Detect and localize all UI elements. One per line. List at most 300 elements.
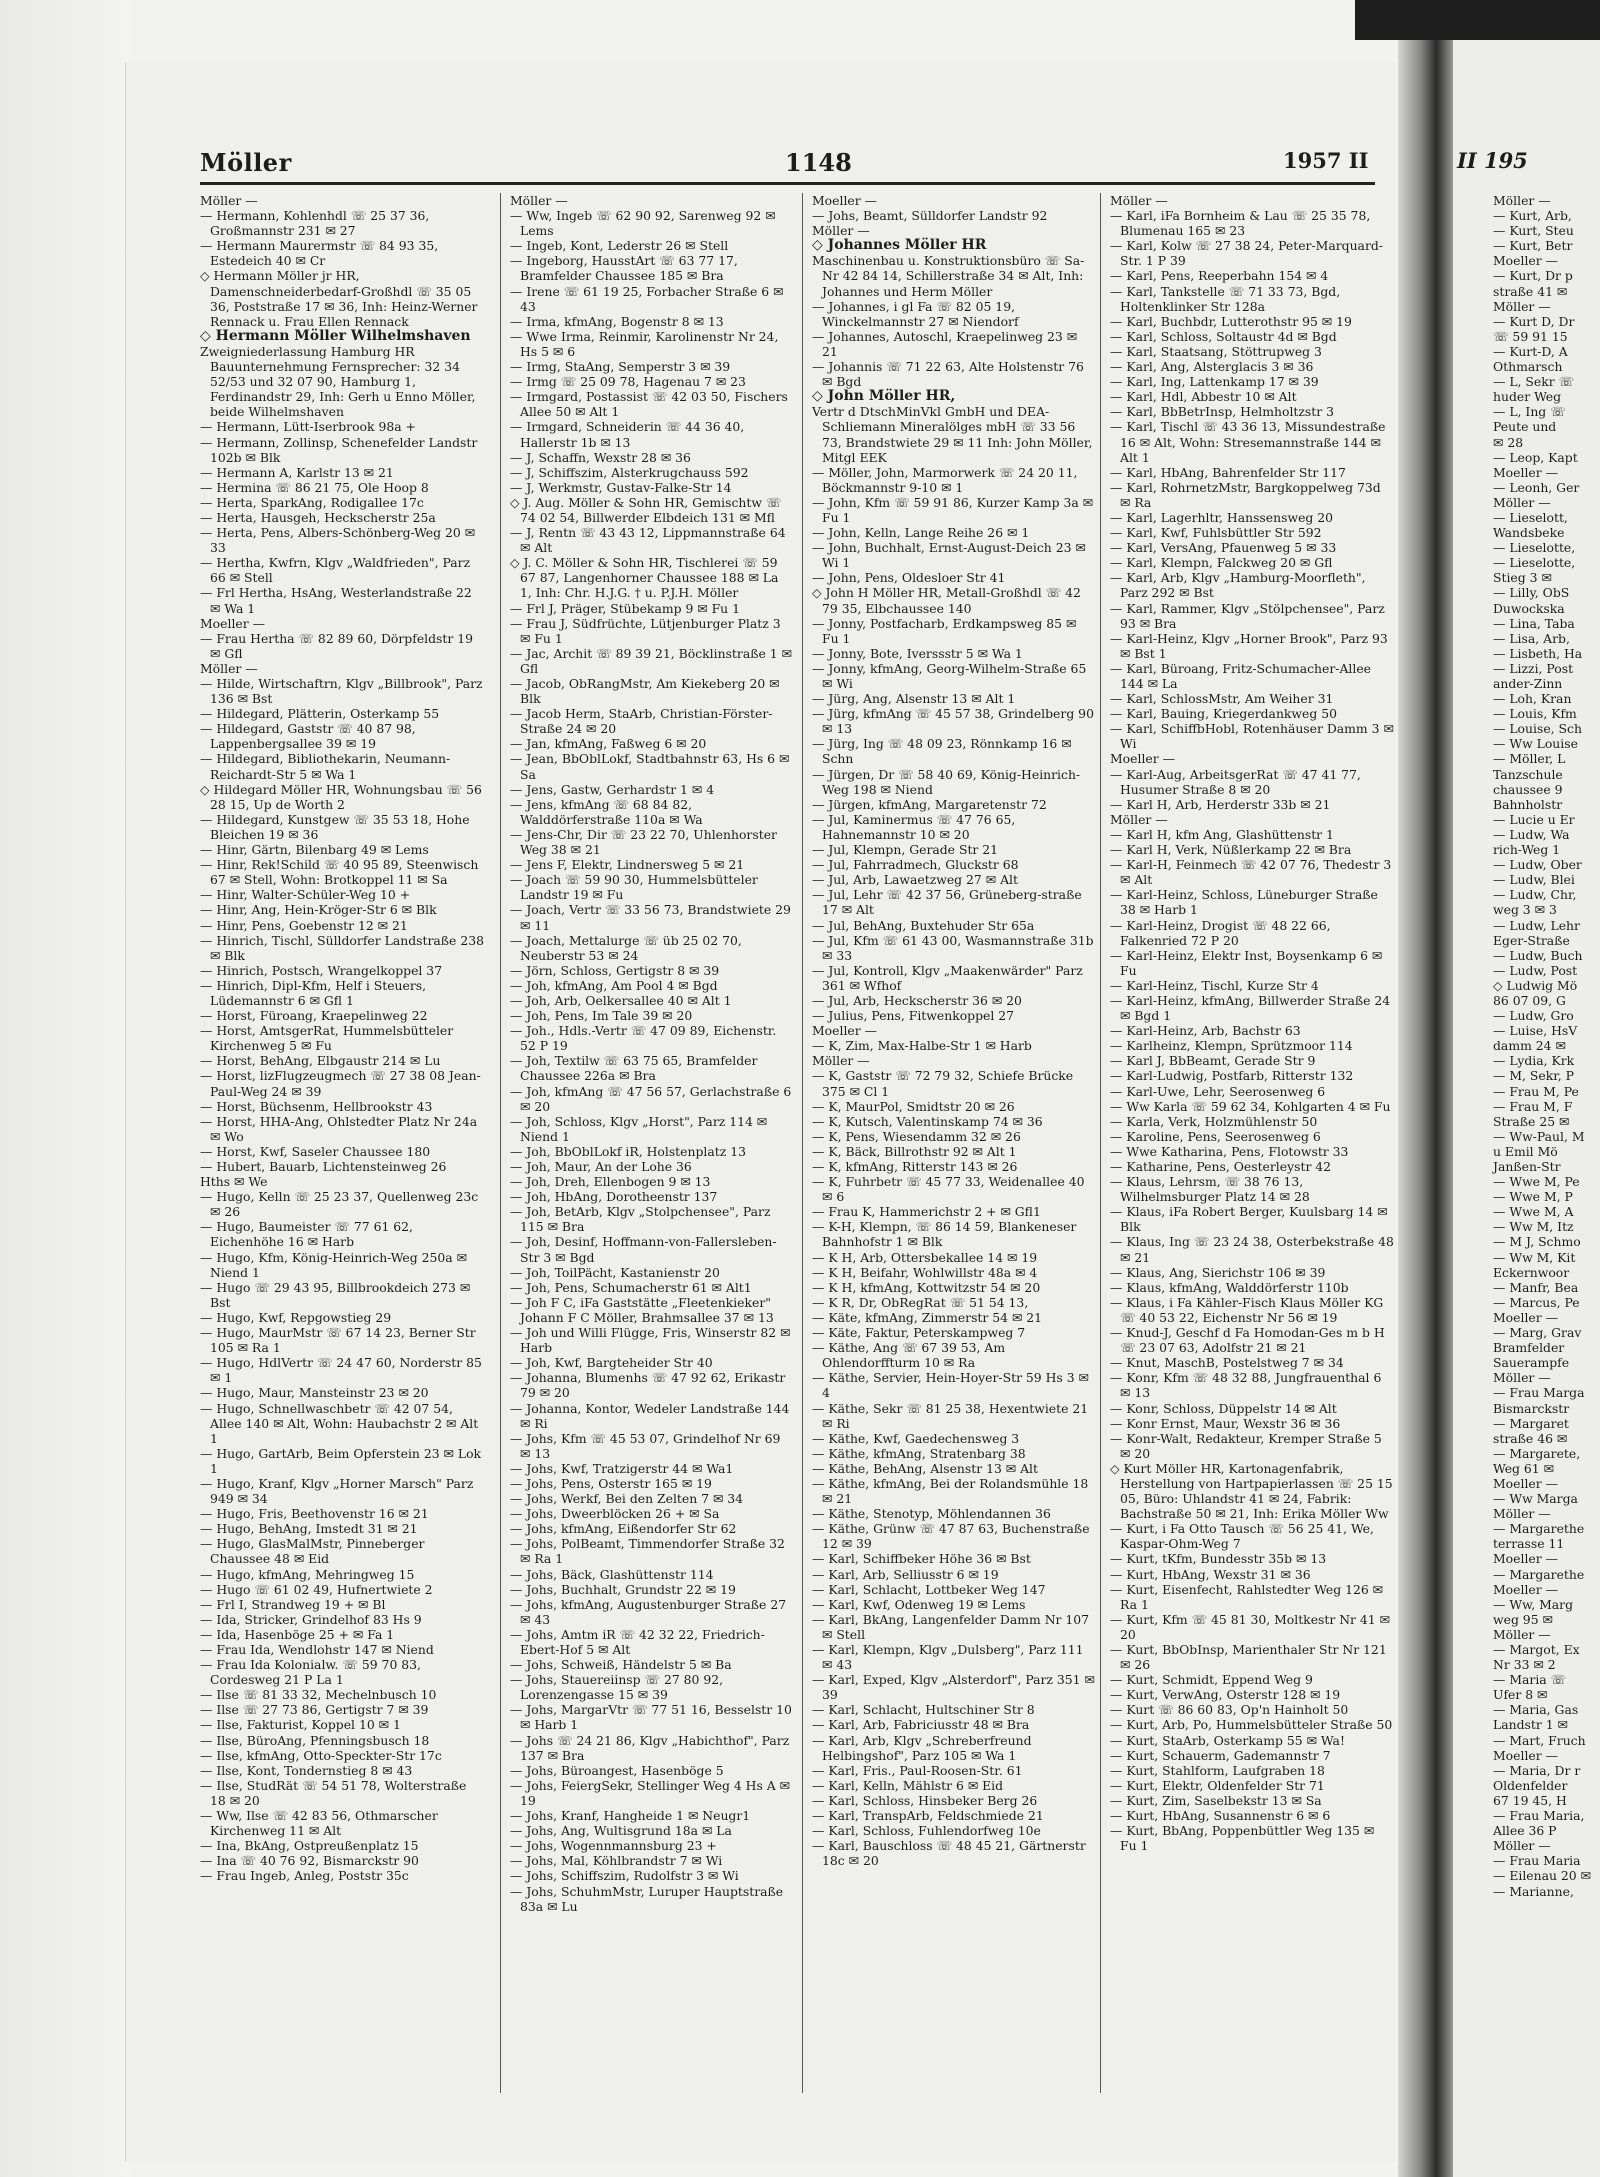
directory-entry: — Johs, Schiffszim, Rudolfstr 3 ✉ Wi bbox=[510, 1868, 739, 1884]
directory-entry: — Johs, Mal, Köhlbrandstr 7 ✉ Wi bbox=[510, 1853, 723, 1869]
directory-entry: ✉ 28 bbox=[1493, 434, 1524, 450]
directory-entry: — Karl, Schloss, Fuhlendorfweg 10e bbox=[812, 1823, 1041, 1839]
directory-entry: — Hugo, Fris, Beethovenstr 16 ✉ 21 bbox=[200, 1506, 429, 1522]
running-head-year: 1957 II bbox=[1283, 148, 1369, 173]
book-gutter bbox=[1398, 0, 1453, 2177]
page-number: 1148 bbox=[785, 148, 852, 177]
directory-entry: — Lieselotte, bbox=[1493, 540, 1576, 556]
directory-entry: — Käthe, kfmAng, Bei der Rolandsmühle 18 ✉ 21 bbox=[812, 1475, 1089, 1507]
directory-entry: — Margarethe bbox=[1493, 1521, 1585, 1537]
directory-entry: — Margarethe bbox=[1493, 1566, 1585, 1582]
directory-entry: — Möller, John, Marmorwerk ☏ 24 20 11, Böckmannstr 9-10 ✉ 1 bbox=[812, 464, 1078, 495]
directory-entry: — Joh, ToilPächt, Kastanienstr 20 bbox=[510, 1264, 720, 1280]
directory-entry: — Jürg, Ang, Alsenstr 13 ✉ Alt 1 bbox=[812, 691, 1016, 707]
directory-entry: — Marg, Grav bbox=[1493, 1325, 1582, 1341]
directory-entry: Nr 33 ✉ 2 bbox=[1493, 1657, 1556, 1673]
directory-entry: weg 3 ✉ 3 bbox=[1493, 902, 1557, 918]
directory-entry: — Leop, Kapt bbox=[1493, 449, 1578, 465]
directory-entry: — Lisa, Arb, bbox=[1493, 630, 1570, 646]
directory-entry: — Hildegard, Bibliothekarin, Neumann-Reichardt-Str 5 ✉ Wa 1 bbox=[200, 751, 451, 782]
directory-entry: — Karl, Rammer, Klgv „Stölpchensee", Parz 93 ✉ Bra bbox=[1110, 600, 1385, 631]
directory-entry: — Kurt, Elektr, Oldenfelder Str 71 bbox=[1110, 1777, 1325, 1793]
directory-entry: — Margarete, bbox=[1493, 1445, 1581, 1461]
directory-entry: — Karl, Kwf, Odenweg 19 ✉ Lems bbox=[812, 1596, 1026, 1612]
directory-entry: Moeller — bbox=[1110, 751, 1175, 767]
directory-entry: — Jens, Gastw, Gerhardstr 1 ✉ 4 bbox=[510, 781, 715, 797]
directory-entry: — Hermann, Lütt-Iserbrook 98a + bbox=[200, 419, 416, 435]
directory-entry: — Lizzi, Post bbox=[1493, 660, 1574, 676]
directory-entry: u Emil Mö bbox=[1493, 1143, 1558, 1159]
directory-entry: — Karl-Aug, ArbeitsgerRat ☏ 47 41 77, Husumer Straße 8 ✉ 20 bbox=[1110, 766, 1361, 797]
directory-entry: ◇ Johannes Möller HR bbox=[812, 237, 987, 254]
directory-entry: — K, Fuhrbetr ☏ 45 77 33, Weidenallee 40 ✉ 6 bbox=[812, 1174, 1085, 1205]
directory-entry: — Käthe, Sekr ☏ 81 25 38, Hexentwiete 21 ✉ Ri bbox=[812, 1400, 1089, 1431]
directory-entry: — Ilse, kfmAng, Otto-Speckter-Str 17c bbox=[200, 1747, 442, 1763]
directory-entry: — Jul, Kaminermus ☏ 47 76 65, Hahnemannstr 10 ✉ 20 bbox=[812, 811, 1016, 842]
directory-entry: — Karl, Staatsang, Stöttrupweg 3 bbox=[1110, 343, 1322, 359]
directory-entry: — Käthe, Grünw ☏ 47 87 63, Buchenstraße 12 ✉ 39 bbox=[812, 1521, 1090, 1552]
directory-entry: — Karl-Heinz, Klgv „Horner Brook", Parz 93 ✉ Bst 1 bbox=[1110, 630, 1388, 661]
directory-entry: ◇ Hermann Möller jr HR, Damenschneiderbedarf-Großhdl ☏ 35 05 36, Poststraße 17 ✉ 36, Inh: Heinz-Werner Rennack u. Frau Ellen Rennack bbox=[200, 268, 478, 329]
directory-entry: Möller — bbox=[1493, 1838, 1551, 1854]
directory-entry: — Ww Karla ☏ 59 62 34, Kohlgarten 4 ✉ Fu bbox=[1110, 1098, 1391, 1114]
directory-entry: — Irmg ☏ 25 09 78, Hagenau 7 ✉ 23 bbox=[510, 374, 746, 390]
directory-entry: — Hinr, Gärtn, Bilenbarg 49 ✉ Lems bbox=[200, 842, 429, 858]
directory-entry: ◇ Ludwig Mö bbox=[1493, 977, 1578, 993]
directory-entry: — Karl, Schloss, Soltaustr 4d ✉ Bgd bbox=[1110, 328, 1337, 344]
directory-entry: — Hugo, kfmAng, Mehringweg 15 bbox=[200, 1566, 415, 1582]
directory-entry: — Möller, L bbox=[1493, 751, 1566, 767]
directory-entry: — Hildegard, Kunstgew ☏ 35 53 18, Hohe Bleichen 19 ✉ 36 bbox=[200, 811, 470, 842]
directory-entry: Bahnholstr bbox=[1493, 796, 1563, 812]
directory-entry: — Ina, BkAng, Ostpreußenplatz 15 bbox=[200, 1838, 419, 1854]
directory-entry: — Jul, BehAng, Buxtehuder Str 65a bbox=[812, 917, 1035, 933]
directory-entry: — Johs, Bäck, Glashüttenstr 114 bbox=[510, 1566, 714, 1582]
directory-entry: — L, Sekr ☏ bbox=[1493, 374, 1575, 390]
directory-entry: — Käte, Faktur, Peterskampweg 7 bbox=[812, 1325, 1026, 1341]
directory-entry: — Frau J, Südfrüchte, Lütjenburger Platz 3 ✉ Fu 1 bbox=[510, 615, 781, 646]
directory-entry: — Jul, Arb, Heckscherstr 36 ✉ 20 bbox=[812, 992, 1022, 1008]
directory-entry: — Jacob Herm, StaArb, Christian-Förster-Straße 24 ✉ 20 bbox=[510, 706, 773, 737]
directory-entry: — Frau Maria, bbox=[1493, 1808, 1585, 1824]
directory-entry: — Karl H, kfm Ang, Glashüttenstr 1 bbox=[1110, 826, 1334, 842]
directory-entry: — Wwe Irma, Reinmir, Karolinenstr Nr 24, Hs 5 ✉ 6 bbox=[510, 328, 779, 359]
directory-entry: — K H, Arb, Ottersbekallee 14 ✉ 19 bbox=[812, 1249, 1038, 1265]
directory-entry: — Eilenau 20 ✉ bbox=[1493, 1868, 1592, 1884]
directory-entry: — Frau Maria bbox=[1493, 1853, 1581, 1869]
directory-entry: — Jacob, ObRangMstr, Am Kiekeberg 20 ✉ Blk bbox=[510, 676, 780, 707]
directory-entry: Othmarsch bbox=[1493, 359, 1563, 375]
directory-entry: straße 41 ✉ bbox=[1493, 283, 1568, 299]
directory-entry: — Joh, Maur, An der Lohe 36 bbox=[510, 1159, 692, 1174]
directory-entry: — Joh, Textilw ☏ 63 75 65, Bramfelder Chaussee 226a ✉ Bra bbox=[510, 1053, 758, 1084]
directory-entry: — Lieselott, bbox=[1493, 509, 1568, 525]
directory-entry: — Karl, Schlacht, Hultschiner Str 8 bbox=[812, 1702, 1035, 1718]
directory-entry: — Frau M, F bbox=[1493, 1098, 1573, 1114]
directory-entry: Möller — bbox=[200, 193, 258, 208]
directory-entry: — Johs, Beamt, Sülldorfer Landstr 92 bbox=[812, 208, 1048, 224]
directory-entry: — Manfr, Bea bbox=[1493, 1279, 1579, 1295]
directory-entry: Möller — bbox=[510, 193, 568, 208]
directory-entry: — Ina ☏ 40 76 92, Bismarckstr 90 bbox=[200, 1853, 419, 1869]
directory-entry: — Käthe, Kwf, Gaedechensweg 3 bbox=[812, 1430, 1020, 1446]
directory-column-2 bbox=[510, 193, 794, 2098]
directory-entry: — Joh, Pens, Schumacherstr 61 ✉ Alt1 bbox=[510, 1279, 752, 1295]
directory-entry: — Horst, Büchsenm, Hellbrookstr 43 bbox=[200, 1098, 433, 1114]
directory-entry: — Karla, Verk, Holzmühlenstr 50 bbox=[1110, 1113, 1318, 1129]
directory-entry: — K, Pens, Wiesendamm 32 ✉ 26 bbox=[812, 1128, 1021, 1144]
directory-entry: — Kurt, Steu bbox=[1493, 223, 1574, 239]
directory-entry: — Karl-Heinz, Drogist ☏ 48 22 66, Falkenried 72 P 20 bbox=[1110, 917, 1331, 948]
column-divider bbox=[802, 193, 803, 2093]
directory-entry: — Joh und Willi Flügge, Fris, Winserstr 82 ✉ Harb bbox=[510, 1325, 791, 1356]
directory-entry: — Kurt, HbAng, Susannenstr 6 ✉ 6 bbox=[1110, 1808, 1331, 1824]
directory-entry: — Hugo, Maur, Mansteinstr 23 ✉ 20 bbox=[200, 1385, 429, 1401]
directory-entry: — Kurt, Arb, bbox=[1493, 208, 1572, 224]
directory-entry: — Kurt, Arb, Po, Hummelsbütteler Straße 50 bbox=[1110, 1717, 1393, 1733]
directory-entry: — Kurt, Dr p bbox=[1493, 268, 1573, 284]
directory-entry: — John, Kfm ☏ 59 91 86, Kurzer Kamp 3a ✉ Fu 1 bbox=[812, 494, 1094, 525]
directory-entry: — Karl, TranspArb, Feldschmiede 21 bbox=[812, 1808, 1044, 1824]
directory-entry: Moeller — bbox=[1493, 1747, 1558, 1763]
directory-entry: — J, Werkmstr, Gustav-Falke-Str 14 bbox=[510, 479, 732, 495]
directory-entry: — Ludw, Buch bbox=[1493, 947, 1583, 963]
directory-entry: — Frau Hertha ☏ 82 89 60, Dörpfeldstr 19 ✉ Gfl bbox=[200, 630, 474, 661]
directory-entry: — J, Schaffn, Wexstr 28 ✉ 36 bbox=[510, 449, 691, 465]
directory-entry: — Karl, Bauing, Kriegerdankweg 50 bbox=[1110, 706, 1338, 722]
directory-entry: — Karl-Heinz, Tischl, Kurze Str 4 bbox=[1110, 977, 1319, 993]
directory-entry: — Ilse, StudRät ☏ 54 51 78, Wolterstraße 18 ✉ 20 bbox=[200, 1777, 467, 1808]
directory-entry: — Ilse, Kont, Tondernstieg 8 ✉ 43 bbox=[200, 1762, 413, 1778]
directory-entry: — Horst, BehAng, Elbgaustr 214 ✉ Lu bbox=[200, 1053, 441, 1069]
directory-entry: — K, Kutsch, Valentinskamp 74 ✉ 36 bbox=[812, 1113, 1043, 1129]
directory-entry: Oldenfelder bbox=[1493, 1777, 1568, 1793]
directory-entry: — Johs, Pens, Osterstr 165 ✉ 19 bbox=[510, 1475, 712, 1491]
running-head-name: Möller bbox=[200, 148, 292, 177]
directory-entry: — Ww, Marg bbox=[1493, 1596, 1574, 1612]
directory-entry: Moeller — bbox=[1493, 253, 1558, 269]
directory-entry: — Karl, Arb, Klgv „Schreberfreund Helbingshof", Parz 105 ✉ Wa 1 bbox=[812, 1732, 1032, 1763]
directory-entry: — Joh, BetArb, Klgv „Stolpchensee", Parz 115 ✉ Bra bbox=[510, 1204, 771, 1235]
directory-entry: — Karl, Ang, Alsterglacis 3 ✉ 36 bbox=[1110, 359, 1314, 375]
directory-entry: Moeller — bbox=[1493, 464, 1558, 480]
directory-entry: — Johannes, i gl Fa ☏ 82 05 19, Winckelmannstr 27 ✉ Niendorf bbox=[812, 298, 1019, 329]
directory-entry: — Klaus, Ing ☏ 23 24 38, Osterbekstraße 48 ✉ 21 bbox=[1110, 1234, 1394, 1265]
directory-entry: — M J, Schmo bbox=[1493, 1234, 1581, 1250]
directory-entry: — M, Sekr, P bbox=[1493, 1068, 1574, 1084]
directory-entry: — Hugo, MaurMstr ☏ 67 14 23, Berner Str 105 ✉ Ra 1 bbox=[200, 1325, 476, 1356]
directory-entry: Bramfelder bbox=[1493, 1340, 1565, 1356]
directory-entry: — Luise, HsV bbox=[1493, 1023, 1578, 1039]
directory-entry: — Maria ☏ bbox=[1493, 1672, 1567, 1688]
directory-entry: — Karl, Schloss, Hinsbeker Berg 26 bbox=[812, 1792, 1038, 1808]
directory-entry: — Jonny, Postfacharb, Erdkampsweg 85 ✉ Fu 1 bbox=[812, 615, 1077, 646]
directory-entry: ◇ Hildegard Möller HR, Wohnungsbau ☏ 56 28 15, Up de Worth 2 bbox=[200, 781, 482, 812]
directory-entry: — Hildegard, Gaststr ☏ 40 87 98, Lappenbergsallee 39 ✉ 19 bbox=[200, 721, 416, 752]
directory-entry: Wandsbeke bbox=[1493, 525, 1565, 541]
directory-entry: — Johs, Werkf, Bei den Zelten 7 ✉ 34 bbox=[510, 1491, 744, 1507]
directory-entry: — K, Bäck, Billrothstr 92 ✉ Alt 1 bbox=[812, 1143, 1017, 1159]
directory-entry: — Joh, Dreh, Ellenbogen 9 ✉ 13 bbox=[510, 1174, 711, 1190]
directory-entry: — Horst, Füroang, Kraepelinweg 22 bbox=[200, 1008, 428, 1024]
directory-entry: — Karl, Buchbdr, Lutterothstr 95 ✉ 19 bbox=[1110, 313, 1352, 329]
directory-entry: — Karl-Heinz, Arb, Bachstr 63 bbox=[1110, 1023, 1301, 1039]
directory-entry: Allee 36 P bbox=[1493, 1823, 1557, 1839]
directory-entry: — Hugo, Kwf, Repgowstieg 29 bbox=[200, 1309, 392, 1325]
directory-entry: — Irma, kfmAng, Bogenstr 8 ✉ 13 bbox=[510, 313, 724, 329]
directory-entry: — Karl, Bauschloss ☏ 48 45 21, Gärtnerstr 18c ✉ 20 bbox=[812, 1838, 1086, 1869]
directory-entry: terrasse 11 bbox=[1493, 1536, 1565, 1552]
directory-entry: — Käthe, Ang ☏ 67 39 53, Am Ohlendorffturm 10 ✉ Ra bbox=[812, 1340, 1006, 1371]
directory-entry: — Johs, kfmAng, Eißendorfer Str 62 bbox=[510, 1521, 737, 1537]
directory-entry: — Mart, Fruch bbox=[1493, 1732, 1586, 1748]
directory-entry: Hths ✉ We bbox=[200, 1174, 268, 1190]
directory-entry: 86 07 09, G bbox=[1493, 992, 1566, 1008]
directory-entry: — Karl, Arb, Selliusstr 6 ✉ 19 bbox=[812, 1566, 999, 1582]
directory-entry: — Karl, Fris., Paul-Roosen-Str. 61 bbox=[812, 1762, 1023, 1778]
directory-entry: — Louis, Kfm bbox=[1493, 706, 1577, 722]
directory-entry: — Jac, Archit ☏ 89 39 21, Böcklinstraße 1 ✉ Gfl bbox=[510, 645, 792, 676]
directory-entry: Möller — bbox=[1493, 1506, 1551, 1522]
directory-entry: — Frl J, Präger, Stübekamp 9 ✉ Fu 1 bbox=[510, 600, 740, 616]
directory-entry: — Jul, Lehr ☏ 42 37 56, Grüneberg-straße 17 ✉ Alt bbox=[812, 887, 1082, 918]
directory-entry: — Lisbeth, Ha bbox=[1493, 645, 1583, 661]
directory-entry: — Frl Hertha, HsAng, Westerlandstraße 22 ✉ Wa 1 bbox=[200, 585, 472, 616]
directory-entry: — Ilse, Fakturist, Koppel 10 ✉ 1 bbox=[200, 1717, 401, 1733]
directory-entry: — Herta, Pens, Albers-Schönberg-Weg 20 ✉ 33 bbox=[200, 525, 476, 556]
directory-entry: Zweigniederlassung Hamburg HR Bauunternehmung Fernsprecher: 32 34 52/53 und 32 07 90, Hamburg 1, Ferdinandstr 29, Inh: Gerh u Enno Möller, beide Wilhelmshaven bbox=[200, 343, 476, 420]
directory-entry: — Kurt, i Fa Otto Tausch ☏ 56 25 41, We, Kaspar-Ohm-Weg 7 bbox=[1110, 1521, 1374, 1552]
directory-entry: — Lilly, ObS bbox=[1493, 585, 1570, 601]
directory-entry: — Frau Ingeb, Anleg, Poststr 35c bbox=[200, 1868, 409, 1884]
directory-entry: — Ww, Ingeb ☏ 62 90 92, Sarenweg 92 ✉ Lems bbox=[510, 208, 776, 239]
directory-entry: Möller — bbox=[1493, 1370, 1551, 1386]
directory-entry: — Hugo, Kfm, König-Heinrich-Weg 250a ✉ Niend 1 bbox=[200, 1249, 467, 1280]
directory-entry: Möller — bbox=[200, 660, 258, 676]
directory-entry: — Karl, Ing, Lattenkamp 17 ✉ 39 bbox=[1110, 374, 1319, 390]
directory-entry: — Karl, Schiffbeker Höhe 36 ✉ Bst bbox=[812, 1551, 1031, 1567]
directory-entry: — Lieselotte, bbox=[1493, 555, 1576, 571]
directory-entry: — Joh F C, iFa Gaststätte „Fleetenkieker" Johann F C Möller, Brahmsallee 37 ✉ 13 bbox=[510, 1294, 774, 1325]
directory-entry: — Hildegard, Plätterin, Osterkamp 55 bbox=[200, 706, 440, 722]
directory-entry: — Kurt, Schmidt, Eppend Weg 9 bbox=[1110, 1672, 1313, 1688]
directory-entry: Möller — bbox=[1493, 494, 1551, 510]
directory-entry: — Wwe M, Pe bbox=[1493, 1174, 1580, 1190]
directory-entry: — Frau K, Hammerichstr 2 + ✉ Gfl1 bbox=[812, 1204, 1041, 1220]
facing-page-running-head: II 195 bbox=[1457, 148, 1528, 173]
directory-entry: — Karlheinz, Klempn, Sprützmoor 114 bbox=[1110, 1038, 1353, 1054]
directory-entry: — Joh, kfmAng, Am Pool 4 ✉ Bgd bbox=[510, 977, 718, 993]
directory-entry: — Karl, Klempn, Klgv „Dulsberg", Parz 111 ✉ 43 bbox=[812, 1642, 1084, 1673]
directory-entry: — Lucie u Er bbox=[1493, 811, 1575, 827]
directory-entry: — Ida, Hasenböge 25 + ✉ Fa 1 bbox=[200, 1626, 395, 1642]
directory-entry: — Klaus, i Fa Kähler-Fisch Klaus Möller KG ☏ 40 53 22, Eichenstr Nr 56 ✉ 19 bbox=[1110, 1294, 1384, 1325]
directory-entry: — K H, kfmAng, Kottwitzstr 54 ✉ 20 bbox=[812, 1279, 1041, 1295]
directory-entry: — Ww M, Kit bbox=[1493, 1249, 1576, 1265]
directory-column-1 bbox=[200, 193, 484, 2098]
directory-entry: 67 19 45, H bbox=[1493, 1792, 1567, 1808]
directory-column-3 bbox=[812, 193, 1096, 2098]
directory-entry: — Ida, Stricker, Grindelhof 83 Hs 9 bbox=[200, 1611, 422, 1627]
directory-entry: — Kurt, tKfm, Bundesstr 35b ✉ 13 bbox=[1110, 1551, 1327, 1567]
directory-entry: — Karl-Uwe, Lehr, Seerosenweg 6 bbox=[1110, 1083, 1326, 1099]
directory-entry: — Käthe, kfmAng, Stratenbarg 38 bbox=[812, 1445, 1026, 1461]
directory-entry: — Frau Ida, Wendlohstr 147 ✉ Niend bbox=[200, 1642, 434, 1657]
directory-entry: — Käte, kfmAng, Zimmerstr 54 ✉ 21 bbox=[812, 1309, 1043, 1325]
directory-entry: — Karl, VersAng, Pfauenweg 5 ✉ 33 bbox=[1110, 540, 1337, 556]
directory-entry: — Karl, HbAng, Bahrenfelder Str 117 bbox=[1110, 464, 1346, 480]
directory-entry: — Knut, MaschB, Postelstweg 7 ✉ 34 bbox=[1110, 1355, 1344, 1371]
directory-entry: — Johs, Stauereiinsp ☏ 27 80 92, Lorenzengasse 15 ✉ 39 bbox=[510, 1672, 724, 1703]
directory-entry: Möller — bbox=[812, 1053, 870, 1069]
directory-entry: — Johs, SchuhmMstr, Luruper Hauptstraße 83a ✉ Lu bbox=[510, 1883, 784, 1914]
directory-entry: Möller — bbox=[1493, 298, 1551, 314]
directory-entry: ◇ J. C. Möller & Sohn HR, Tischlerei ☏ 59 67 87, Langenhorner Chaussee 188 ✉ La 1, Inh: Chr. H.J.G. † u. P.J.H. Möller bbox=[510, 555, 779, 601]
directory-entry: Moeller — bbox=[1493, 1551, 1558, 1567]
directory-entry: — Karl, SchlossMstr, Am Weiher 31 bbox=[1110, 691, 1334, 707]
directory-entry: — Ilse ☏ 27 73 86, Gertigstr 7 ✉ 39 bbox=[200, 1702, 429, 1718]
directory-entry: — Louise, Sch bbox=[1493, 721, 1582, 737]
directory-entry: — Kurt, Eisenfecht, Rahlstedter Weg 126 ✉ Ra 1 bbox=[1110, 1581, 1384, 1612]
directory-entry: — Kurt-D, A bbox=[1493, 343, 1568, 359]
directory-entry: ◇ Kurt Möller HR, Kartonagenfabrik, Herstellung von Hartpapierlassen ☏ 25 15 05, Büro: Uhlandstr 41 ✉ 24, Fabrik: Bachstraße 50 ✉ 21, Inh: Erika Möller Ww bbox=[1110, 1460, 1393, 1522]
directory-entry: — Klaus, Ang, Sierichstr 106 ✉ 39 bbox=[1110, 1264, 1326, 1280]
directory-entry: — Karl, Hdl, Abbestr 10 ✉ Alt bbox=[1110, 389, 1297, 405]
directory-entry: Möller — bbox=[1493, 193, 1551, 208]
directory-entry: — Karl, Arb, Fabriciusstr 48 ✉ Bra bbox=[812, 1717, 1030, 1733]
directory-entry: Möller — bbox=[1493, 1626, 1551, 1642]
directory-entry: — Johs, Buchhalt, Grundstr 22 ✉ 19 bbox=[510, 1581, 736, 1597]
directory-entry: — Karl, BbBetrInsp, Helmholtzstr 3 bbox=[1110, 404, 1334, 420]
directory-entry: — Jul, Kfm ☏ 61 43 00, Wasmannstraße 31b ✉ 33 bbox=[812, 932, 1094, 963]
directory-entry: — Karl, Schlacht, Lottbeker Weg 147 bbox=[812, 1581, 1046, 1597]
directory-entry: — Ludw, Ober bbox=[1493, 857, 1582, 873]
directory-entry: — Klaus, Lehrsm, ☏ 38 76 13, Wilhelmsburger Platz 14 ✉ 28 bbox=[1110, 1174, 1310, 1205]
directory-entry: — Karl, Klempn, Falckweg 20 ✉ Gfl bbox=[1110, 555, 1333, 571]
directory-entry: — Kurt, Schauerm, Gademannstr 7 bbox=[1110, 1747, 1331, 1763]
directory-entry: Moeller — bbox=[812, 1023, 877, 1039]
directory-entry: — Herta, Hausgeh, Heckscherstr 25a bbox=[200, 509, 436, 525]
directory-entry: — Klaus, iFa Robert Berger, Kuulsbarg 14 ✉ Blk bbox=[1110, 1204, 1388, 1235]
directory-entry: — Kurt, BbObInsp, Marienthaler Str Nr 121 ✉ 26 bbox=[1110, 1642, 1387, 1673]
directory-entry: — Karl, Büroang, Fritz-Schumacher-Allee 144 ✉ La bbox=[1110, 660, 1371, 691]
directory-entry: — Jens, kfmAng ☏ 68 84 82, Walddörferstraße 110a ✉ Wa bbox=[510, 796, 703, 827]
directory-entry: — Frl I, Strandweg 19 + ✉ Bl bbox=[200, 1596, 386, 1612]
directory-entry: — Karl, SchiffbHobl, Rotenhäuser Damm 3 ✉ Wi bbox=[1110, 721, 1394, 752]
directory-entry: — J, Rentn ☏ 43 43 12, Lippmannstraße 64 ✉ Alt bbox=[510, 525, 786, 556]
directory-entry: — Karl-Heinz, kfmAng, Billwerder Straße 24 ✉ Bgd 1 bbox=[1110, 992, 1391, 1024]
directory-entry: — Jens-Chr, Dir ☏ 23 22 70, Uhlenhorster Weg 38 ✉ 21 bbox=[510, 826, 777, 858]
directory-entry: rich-Weg 1 bbox=[1493, 842, 1561, 858]
directory-entry: — Marianne, bbox=[1493, 1883, 1574, 1899]
directory-entry: — Karl, RohrnetzMstr, Bargkoppelweg 73d ✉ Ra bbox=[1110, 479, 1381, 510]
page-left-margin bbox=[0, 0, 130, 2177]
directory-entry: — Konr, Kfm ☏ 48 32 88, Jungfrauenthal 6 ✉ 13 bbox=[1110, 1370, 1382, 1401]
directory-entry: — Jul, Fahrradmech, Gluckstr 68 bbox=[812, 857, 1019, 873]
directory-entry: — Johanna, Kontor, Wedeler Landstraße 144 ✉ Ri bbox=[510, 1400, 790, 1431]
directory-entry: — Jean, BbOblLokf, Stadtbahnstr 63, Hs 6 ✉ Sa bbox=[510, 751, 790, 782]
directory-entry: — Hinr, Pens, Goebenstr 12 ✉ 21 bbox=[200, 917, 408, 933]
directory-entry: huder Weg bbox=[1493, 389, 1562, 405]
directory-entry: — Kurt, Stahlform, Laufgraben 18 bbox=[1110, 1762, 1325, 1778]
directory-entry: — Katharine, Pens, Oesterleystr 42 bbox=[1110, 1159, 1332, 1174]
directory-entry: — Johs, Amtm iR ☏ 42 32 22, Friedrich-Ebert-Hof 5 ✉ Alt bbox=[510, 1626, 765, 1657]
directory-entry: — Joh, BbOblLokf iR, Holstenplatz 13 bbox=[510, 1143, 746, 1159]
directory-entry: Eckernwoor bbox=[1493, 1264, 1570, 1280]
directory-entry: ◇ J. Aug. Möller & Sohn HR, Gemischtw ☏ 74 02 54, Billwerder Elbdeich 131 ✉ Mfl bbox=[510, 494, 782, 525]
directory-entry: — Jens F, Elektr, Lindnersweg 5 ✉ 21 bbox=[510, 857, 745, 873]
directory-entry: — Joh., Hdls.-Vertr ☏ 47 09 89, Eichenstr. 52 P 19 bbox=[510, 1023, 777, 1054]
directory-entry: — Marcus, Pe bbox=[1493, 1294, 1580, 1310]
directory-entry: Duwockska bbox=[1493, 600, 1565, 616]
directory-entry: — Horst, lizFlugzeugmech ☏ 27 38 08 Jean-Paul-Weg 24 ✉ 39 bbox=[200, 1068, 481, 1099]
directory-entry: — Johs ☏ 24 21 86, Klgv „Habichthof", Parz 137 ✉ Bra bbox=[510, 1732, 790, 1763]
directory-entry: — K-H, Klempn, ☏ 86 14 59, Blankeneser Bahnhofstr 1 ✉ Blk bbox=[812, 1219, 1077, 1250]
directory-entry: — Jul, Arb, Lawaetzweg 27 ✉ Alt bbox=[812, 872, 1018, 888]
directory-entry: ◇ Hermann Möller Wilhelmshaven bbox=[200, 327, 471, 344]
directory-entry: — Lina, Taba bbox=[1493, 615, 1575, 631]
directory-entry: — Wwe M, P bbox=[1493, 1189, 1573, 1205]
directory-entry: — Hinr, Rek!Schild ☏ 40 95 89, Steenwisch 67 ✉ Stell, Wohn: Brotkoppel 11 ✉ Sa bbox=[200, 857, 479, 888]
directory-entry: — Hugo ☏ 61 02 49, Hufnertwiete 2 bbox=[200, 1581, 433, 1597]
directory-entry: Weg 61 ✉ bbox=[1493, 1460, 1555, 1476]
directory-entry: — Johs, PolBeamt, Timmendorfer Straße 32 ✉ Ra 1 bbox=[510, 1536, 785, 1567]
directory-entry: — Maria, Dr r bbox=[1493, 1762, 1581, 1778]
directory-entry: — Karl, BkAng, Langenfelder Damm Nr 107 ✉ Stell bbox=[812, 1611, 1090, 1642]
directory-entry: — Johs, Schweiß, Händelstr 5 ✉ Ba bbox=[510, 1657, 732, 1673]
directory-entry: — Hermina ☏ 86 21 75, Ole Hoop 8 bbox=[200, 479, 429, 495]
directory-entry: straße 46 ✉ bbox=[1493, 1430, 1568, 1446]
directory-entry: Möller — bbox=[1110, 193, 1168, 208]
directory-entry: — Karl J, BbBeamt, Gerade Str 9 bbox=[1110, 1053, 1316, 1069]
directory-entry: — Karl, Kolw ☏ 27 38 24, Peter-Marquard-Str. 1 P 39 bbox=[1110, 238, 1383, 269]
directory-entry: — Frau Marga bbox=[1493, 1385, 1585, 1401]
directory-entry: — Johs, Ang, Wultisgrund 18a ✉ La bbox=[510, 1823, 732, 1839]
column-divider bbox=[1100, 193, 1101, 2093]
directory-entry: — Jörn, Schloss, Gertigstr 8 ✉ 39 bbox=[510, 962, 720, 978]
directory-entry: — Hinrich, Tischl, Sülldorfer Landstraße 238 ✉ Blk bbox=[200, 932, 484, 963]
directory-entry: — Maria, Gas bbox=[1493, 1702, 1579, 1718]
directory-entry: — Ingeborg, HausstArt ☏ 63 77 17, Bramfelder Chaussee 185 ✉ Bra bbox=[510, 253, 738, 284]
directory-entry: — Irmg, StaAng, Semperstr 3 ✉ 39 bbox=[510, 359, 731, 375]
directory-entry: — Hugo, HdlVertr ☏ 24 47 60, Norderstr 85 ✉ 1 bbox=[200, 1355, 482, 1386]
directory-entry: — Konr-Walt, Redakteur, Kremper Straße 5 ✉ 20 bbox=[1110, 1430, 1382, 1461]
directory-entry: — K, kfmAng, Ritterstr 143 ✉ 26 bbox=[812, 1159, 1018, 1174]
directory-entry: — Hermann A, Karlstr 13 ✉ 21 bbox=[200, 464, 394, 480]
directory-entry: — Jürgen, kfmAng, Margaretenstr 72 bbox=[812, 796, 1047, 812]
column-divider bbox=[500, 193, 501, 2093]
directory-entry: — Joh, Desinf, Hoffmann-von-Fallersleben-Str 3 ✉ Bgd bbox=[510, 1234, 777, 1265]
directory-entry: — K H, Beifahr, Wohlwillstr 48a ✉ 4 bbox=[812, 1264, 1038, 1280]
directory-entry: Eger-Straße bbox=[1493, 932, 1570, 948]
directory-entry: — Karl-Heinz, Elektr Inst, Boysenkamp 6 ✉ Fu bbox=[1110, 947, 1383, 978]
directory-entry: — Johanna, Blumenhs ☏ 47 92 62, Erikastr 79 ✉ 20 bbox=[510, 1370, 786, 1401]
directory-entry: — Hugo, BehAng, Imstedt 31 ✉ 21 bbox=[200, 1521, 418, 1537]
directory-entry: — Hermann Maurermstr ☏ 84 93 35, Estedeich 40 ✉ Cr bbox=[200, 238, 439, 269]
directory-entry: — Ludw, Post bbox=[1493, 962, 1578, 978]
directory-entry: — Karl H, Verk, Nüßlerkamp 22 ✉ Bra bbox=[1110, 842, 1352, 858]
directory-entry: Ufer 8 ✉ bbox=[1493, 1687, 1548, 1703]
directory-entry: — Joach, Vertr ☏ 33 56 73, Brandstwiete 29 ✉ 11 bbox=[510, 902, 791, 933]
directory-entry: — Julius, Pens, Fitwenkoppel 27 bbox=[812, 1008, 1015, 1024]
directory-entry: — Horst, AmtsgerRat, Hummelsbütteler Kirchenweg 5 ✉ Fu bbox=[200, 1023, 454, 1054]
directory-entry: — Karl H, Arb, Herderstr 33b ✉ 21 bbox=[1110, 796, 1331, 812]
directory-entry: — Ilse, BüroAng, Pfenningsbusch 18 bbox=[200, 1732, 430, 1748]
directory-entry: — Hinrich, Dipl-Kfm, Helf i Steuers, Lüdemannstr 6 ✉ Gfl 1 bbox=[200, 977, 427, 1008]
directory-entry: Sauerampfe bbox=[1493, 1355, 1570, 1371]
directory-entry: — Hugo, Schnellwaschbetr ☏ 42 07 54, Allee 140 ✉ Alt, Wohn: Haubachstr 2 ✉ Alt 1 bbox=[200, 1400, 479, 1446]
directory-entry: — Knud-J, Geschf d Fa Homodan-Ges m b H ☏ 23 07 63, Adolfstr 21 ✉ 21 bbox=[1110, 1325, 1385, 1356]
